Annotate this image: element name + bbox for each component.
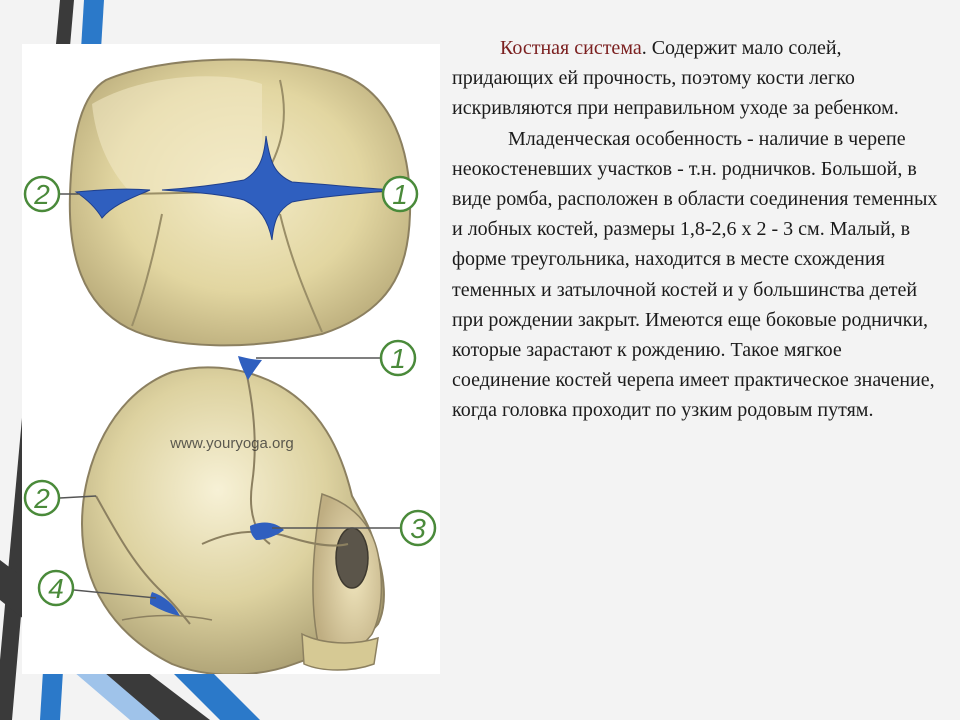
skull-top-view [25,60,417,346]
watermark: www.youryoga.org [170,435,294,452]
skull-illustration [22,44,440,674]
top-label-1-text: 1 [392,179,408,210]
paragraph-1 [452,33,940,124]
orbit [336,528,368,588]
side-label-1-text: 1 [390,343,406,374]
side-label-3-text: 3 [410,513,426,544]
paragraph-1-body: . Содержит мало солей, придающих ей прочность, поэтому кости легко искривляются при неправильном уходе за ребенком. [452,37,899,120]
paragraph-2: Младенческая особенность - наличие в черепе неокостеневших участков - т.н. родничков. Большой, в виде ромба, расположен в области соединения теменных и лобных костей, размеры 1,8-2,6 х 2 - 3 см. Малый, в форме треугольника, находится в месте схождения теменных и затылочной костей и у большинства детей при рождении закрыт. Имеются еще боковые роднички, которые зарастают к рождению. Такое мягкое соединение костей черепа имеет практическое значение, когда головка проходит по узким родовым путям. [452,127,938,422]
section-heading: Костная система [500,37,642,59]
side-label-2-text: 2 [34,483,50,514]
top-label-2-text: 2 [34,179,50,210]
description-text [452,33,940,426]
skull-side-view [25,341,435,674]
top-left-parietal-shade [92,76,262,194]
side-label-4-text: 4 [48,573,64,604]
